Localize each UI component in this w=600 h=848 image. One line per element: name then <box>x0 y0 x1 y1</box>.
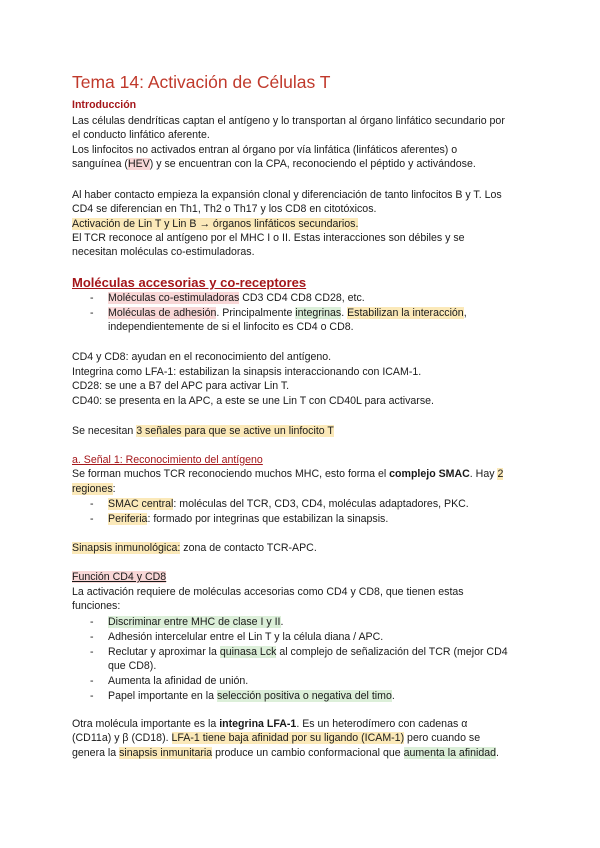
bullet-dash: - <box>90 631 94 643</box>
accesorias-line-4: CD40: se presenta en la APC, a este se une Lin T con CD40L para activarse. <box>72 395 434 407</box>
text-run: produce un cambio conformacional que <box>212 747 404 759</box>
sinapsis-highlight: Sinapsis inmunológica: <box>72 542 181 554</box>
text-run: . Hay <box>469 468 498 480</box>
lfa-line-1 <box>72 717 467 731</box>
funcion-heading <box>72 570 166 584</box>
bullet-dash: - <box>90 307 94 319</box>
intro-p3-line3 <box>72 217 358 231</box>
discriminar-highlight: Discriminar entre MHC de clase I y II <box>108 616 281 628</box>
accesorias-line-1: CD4 y CD8: ayudan en el reconocimiento del antígeno. <box>72 351 332 363</box>
estabilizan-highlight: Estabilizan la interacción <box>347 307 464 319</box>
tres-senales-highlight: 3 señales para que se active un linfocito T <box>136 425 334 437</box>
text-run: Se forman muchos TCR reconociendo muchos MHC, esto forma el <box>72 468 390 480</box>
text-run: . <box>496 747 499 759</box>
intro-p4-line1: El TCR reconoce al antígeno por el MHC I o II. Estas interacciones son débiles y se <box>72 232 465 244</box>
text-run: : formado por integrinas que estabilizan la sinapsis. <box>147 513 389 525</box>
funcion-bullet-5 <box>108 689 395 703</box>
funcion-bullet-3-line2: que CD8). <box>108 660 157 672</box>
accesorias-line-5 <box>72 424 334 438</box>
intro-heading: Introducción <box>72 99 137 111</box>
accesorias-line-3: CD28: se une a B7 del APC para activar Lin T. <box>72 380 290 392</box>
text-run: : moléculas del TCR, CD3, CD4, moléculas adaptadores, PKC. <box>173 498 469 510</box>
text-run: CD3 CD4 CD8 CD28, etc. <box>239 292 365 304</box>
senal1-bullet-2 <box>108 512 388 526</box>
accesorias-bullet-2 <box>108 306 467 320</box>
accesorias-bullet-1 <box>108 291 365 305</box>
accesorias-line-2: Integrina como LFA-1: estabilizan la sinapsis interaccionando con ICAM-1. <box>72 366 422 378</box>
smac-bold: complejo SMAC <box>389 468 470 480</box>
bullet-dash: - <box>90 292 94 304</box>
page-title: Tema 14: Activación de Células T <box>72 72 331 92</box>
bullet-dash: - <box>90 675 94 687</box>
text-run: . <box>391 690 395 702</box>
lfa-line-3 <box>72 746 499 760</box>
senal1-bullet-1 <box>108 497 469 511</box>
hev-highlight: HEV <box>127 158 150 170</box>
text-run: . <box>280 616 284 628</box>
funcion-bullet-4: Aumenta la afinidad de unión. <box>108 675 249 687</box>
accesorias-heading: Moléculas accesorias y co-receptores <box>72 275 307 290</box>
intro-p1-line2: el conducto linfático aferente. <box>72 129 210 141</box>
costim-highlight: Moléculas co-estimuladoras <box>108 292 240 304</box>
text-run: al complejo de señalización del TCR (mejor CD4 <box>276 646 508 658</box>
lck-highlight: quinasa Lck <box>219 646 277 658</box>
intro-p4-line2: necesitan moléculas co-estimuladoras. <box>72 246 255 258</box>
funcion-bullet-1 <box>108 615 283 629</box>
smac-central-highlight: SMAC central <box>108 498 174 510</box>
bullet-dash: - <box>90 646 94 658</box>
funcion-line-1: La activación requiere de moléculas accesorias como CD4 y CD8, que tienen estas <box>72 586 464 598</box>
baja-afinidad-highlight: LFA-1 tiene baja afinidad por su ligando (ICAM-1) <box>171 732 405 744</box>
funcion-heading-text: Función CD4 y CD8 <box>72 571 167 583</box>
bullet-dash: - <box>90 513 94 525</box>
funcion-line-2: funciones: <box>72 600 121 612</box>
intro-p3-line1: Al haber contacto empieza la expansión clonal y diferenciación de tanto linfocitos B y T. Los <box>72 189 502 201</box>
seleccion-highlight: selección positiva o negativa del timo <box>216 690 392 702</box>
intro-p3-line2: CD4 se diferencian en Th1, Th2 o Th17 y los CD8 en citotóxicos. <box>72 203 377 215</box>
lfa-bold: integrina LFA-1 <box>219 718 297 730</box>
text-run: pero cuando se <box>404 732 481 744</box>
integrinas-highlight: integrinas <box>295 307 342 319</box>
text-run: , <box>463 307 467 319</box>
accesorias-bullet-2-line2: independientemente de si el linfocito es CD4 o CD8. <box>108 321 354 333</box>
text-run: . Principalmente <box>216 307 296 319</box>
periferia-highlight: Periferia <box>108 513 148 525</box>
funcion-bullet-2: Adhesión intercelular entre el Lin T y la célula diana / APC. <box>108 631 384 643</box>
bullet-dash: - <box>90 616 94 628</box>
text-run: Reclutar y aproximar la <box>108 646 220 658</box>
text-run: . <box>341 307 348 319</box>
text-run: ) y se encuentran con la CPA, reconociendo el péptido y activándose. <box>149 158 476 170</box>
text-run: Otra molécula importante es la <box>72 718 220 730</box>
sinapsis-line <box>72 541 317 555</box>
text-run: sanguínea ( <box>72 158 128 170</box>
text-run: zona de contacto TCR-APC. <box>180 542 317 554</box>
intro-p2-line1: Los linfocitos no activados entran al órgano por vía linfática (linfáticos aferentes) o <box>72 144 458 156</box>
senal1-heading: a. Señal 1: Reconocimiento del antígeno <box>72 454 263 466</box>
text-run: Se necesitan <box>72 425 137 437</box>
text-run: genera la <box>72 747 120 759</box>
intro-p2-line2 <box>72 157 476 171</box>
funcion-bullet-3 <box>108 645 508 659</box>
bullet-dash: - <box>90 690 94 702</box>
text-run: Papel importante en la <box>108 690 217 702</box>
aumenta-afinidad-highlight: aumenta la afinidad <box>403 747 497 759</box>
adhesion-highlight: Moléculas de adhesión <box>108 307 217 319</box>
senal1-line-1 <box>72 467 503 481</box>
lfa-line-2 <box>72 731 480 745</box>
bullet-dash: - <box>90 498 94 510</box>
dos-highlight: 2 <box>497 468 504 480</box>
text-run: . Es un heterodímero con cadenas α <box>296 718 468 730</box>
sinapsis-inmunitaria-highlight: sinapsis inmunitaria <box>119 747 213 759</box>
regiones-highlight: regiones <box>72 483 113 495</box>
intro-p1-line1: Las células dendríticas captan el antígeno y lo transportan al órgano linfático secundario por <box>72 115 505 127</box>
text-run: : <box>112 483 116 495</box>
text-run: (CD11a) y β (CD18). <box>72 732 172 744</box>
activation-highlight: Activación de Lin T y Lin B → órganos linfáticos secundarios. <box>72 218 359 230</box>
senal1-line-2 <box>72 482 116 496</box>
